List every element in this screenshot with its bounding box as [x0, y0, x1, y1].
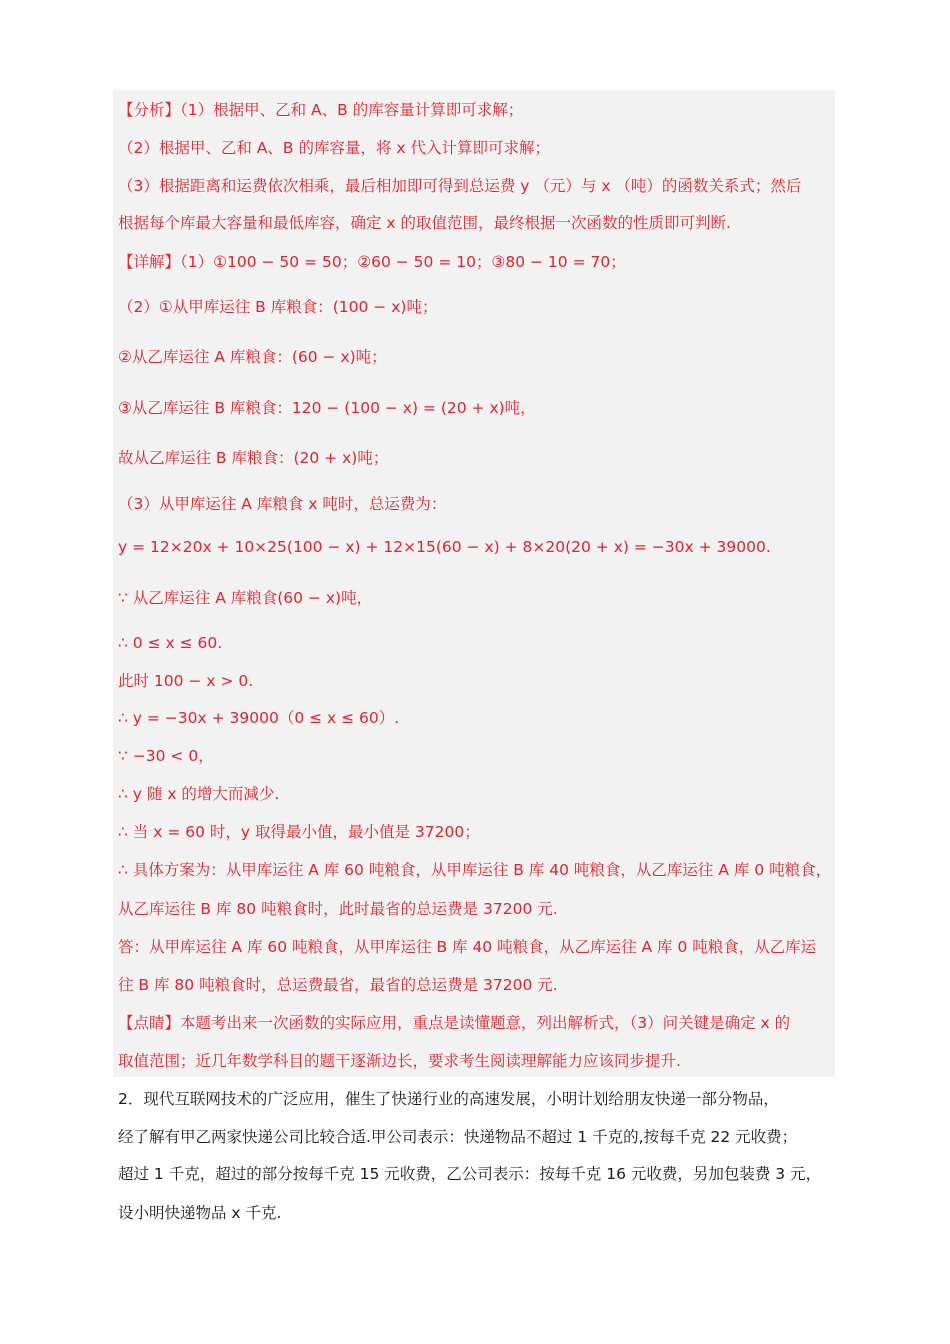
line-detail-3c: ∵ 从乙库运往 A 库粮食(60 − x)吨，	[118, 589, 373, 607]
line-detail-3a: （3）从甲库运往 A 库粮食 x 吨时，总运费为：	[118, 495, 447, 513]
line-comment-b: 取值范围；近几年数学科目的题干逐渐边长，要求考生阅读理解能力应该同步提升.	[118, 1052, 681, 1070]
line-answer-b: 往 B 库 80 吨粮食时，总运费最省，最省的总运费是 37200 元.	[118, 976, 558, 994]
line-detail-2d: 故从乙库运往 B 库粮食：(20 + x)吨；	[118, 449, 389, 467]
question-q2-c: 超过 1 千克，超过的部分按每千克 15 元收费，乙公司表示：按每千克 16 元收费，另加包装费 3 元，	[118, 1165, 822, 1183]
line-analysis-2: （2）根据甲、乙和 A、B 的库容量，将 x 代入计算即可求解；	[118, 139, 550, 157]
line-detail-3g: ∵ −30 < 0，	[118, 747, 214, 765]
line-detail-1: 【详解】（1）①100 − 50 = 50；②60 − 50 = 10；③80 − 10 = 70；	[118, 253, 626, 271]
line-detail-3h: ∴ y 随 x 的增大而减少.	[118, 785, 280, 803]
line-detail-3d: ∴ 0 ≤ x ≤ 60.	[118, 634, 223, 652]
question-q2-b: 经了解有甲乙两家快递公司比较合适.甲公司表示：快递物品不超过 1 千克的,按每千克 22 元收费；	[118, 1128, 798, 1146]
line-answer-a: 答：从甲库运往 A 库 60 吨粮食，从甲库运往 B 库 40 吨粮食，从乙库运往 A 库 0 吨粮食，从乙库运	[118, 938, 817, 956]
line-detail-3k: 从乙库运往 B 库 80 吨粮食时，此时最省的总运费是 37200 元.	[118, 900, 558, 918]
question-q2-a: 2．现代互联网技术的广泛应用，催生了快递行业的高速发展，小明计划给朋友快递一部分物品，	[118, 1090, 779, 1108]
line-comment-a: 【点睛】本题考出来一次函数的实际应用，重点是读懂题意，列出解析式，（3）问关键是确定 x 的	[118, 1014, 791, 1032]
line-detail-3e: 此时 100 − x > 0.	[118, 672, 254, 690]
line-detail-3f: ∴ y = −30x + 39000（0 ≤ x ≤ 60）.	[118, 709, 400, 727]
line-detail-2c: ③从乙库运往 B 库粮食：120 − (100 − x) = (20 + x)吨，	[118, 399, 536, 417]
line-analysis-3b: 根据每个库最大容量和最低库容，确定 x 的取值范围，最终根据一次函数的性质即可判断.	[118, 214, 731, 232]
line-detail-3b: y = 12×20x + 10×25(100 − x) + 12×15(60 − x) + 8×20(20 + x) = −30x + 39000.	[118, 538, 771, 556]
line-analysis-3a: （3）根据距离和运费依次相乘，最后相加即可得到总运费 y （元）与 x （吨）的函数关系式；然后	[118, 177, 802, 195]
line-detail-3i: ∴ 当 x = 60 时，y 取得最小值，最小值是 37200；	[118, 823, 480, 841]
solution-panel	[113, 90, 835, 1077]
line-detail-2b: ②从乙库运往 A 库粮食：(60 − x)吨；	[118, 348, 387, 366]
question-q2-d: 设小明快递物品 x 千克.	[118, 1204, 282, 1222]
line-detail-2a: （2）①从甲库运往 B 库粮食：(100 − x)吨；	[118, 298, 438, 316]
line-detail-3j: ∴ 具体方案为：从甲库运往 A 库 60 吨粮食，从甲库运往 B 库 40 吨粮食，从乙库运往 A 库 0 吨粮食，	[118, 861, 832, 879]
line-analysis-1: 【分析】（1）根据甲、乙和 A、B 的库容量计算即可求解；	[118, 101, 524, 119]
